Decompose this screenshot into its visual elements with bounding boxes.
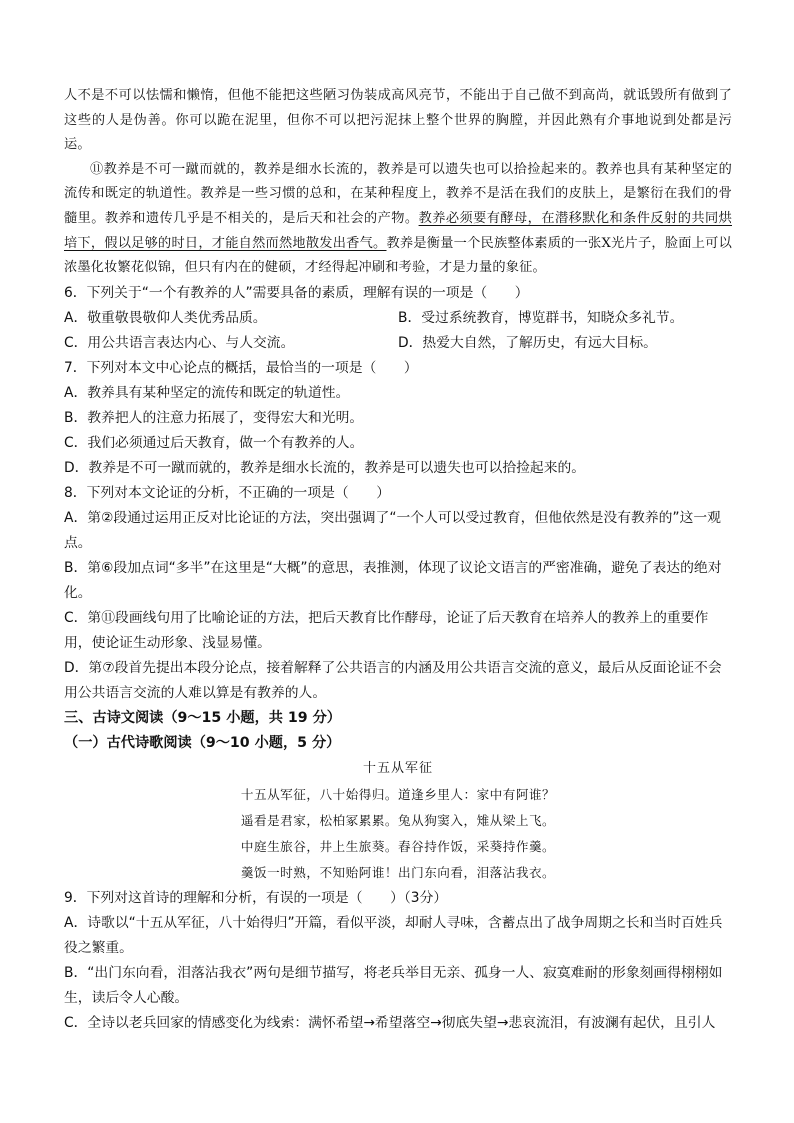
q6-option-d: D．热爱大自然，了解历史，有远大目标。 <box>398 334 657 351</box>
section-3-heading: 三、古诗文阅读（9～15 小题，共 19 分） <box>64 709 341 726</box>
q9-option-b: B．“出门东向看，泪落沾我衣”两句是细节描写，将老兵举目无亲、孤身一人、寂寞难耐的形象刻画得栩栩如生，读后令人心酸。 <box>64 964 723 1006</box>
q6-options-row-2 <box>64 331 732 356</box>
q8-option-c: C．第⑪段画线句用了比喻论证的方法，把后天教育比作酵母，论证了后天教育在培养人的教养上的重要作用，使论证生动形象、浅显易懂。 <box>64 609 709 651</box>
q9-option-c: C．全诗以老兵回家的情感变化为线索：满怀希望→希望落空→彻底失望→悲哀流泪，有波澜有起伏，且引人 <box>64 1014 716 1031</box>
question-9 <box>64 886 732 1036</box>
q7-option-d: D．教养是不可一蹴而就的，教养是细水长流的，教养是可以遗失也可以拾捡起来的。 <box>64 459 586 476</box>
poem-title: 十五从军征 <box>362 760 433 776</box>
poem-line: 遥看是君家，松柏冢累累。兔从狗窦入，雉从梁上飞。 <box>240 812 556 828</box>
poem-line: 中庭生旅谷，井上生旅葵。舂谷持作饭，采葵持作羹。 <box>240 838 556 854</box>
q6-option-a: A．敬重敬畏敬仰人类优秀品质。 <box>64 309 267 326</box>
section-3-subheading: （一）古代诗歌阅读（9～10 小题，5 分） <box>64 734 341 751</box>
q7-stem: 7．下列对本文中心论点的概括，最恰当的一项是（ ） <box>64 359 418 376</box>
p11-text-b: 教养是衡量一个民族整体素质的一张X光片子，脸面上可以浓墨化妆繁花似锦，但只有内在的健硕，才经得起冲刷和考验，才是力量的象征。 <box>64 235 732 276</box>
passage-paragraph-11 <box>64 158 732 281</box>
q8-option-d: D．第⑦段首先提出本段分论点，接着解释了公共语言的内涵及用公共语言交流的意义，最后从反面论证不会用公共语言交流的人难以算是有教养的人。 <box>64 659 722 701</box>
question-7 <box>64 356 732 481</box>
q6-stem: 6．下列关于“一个有教养的人”需要具备的素质，理解有误的一项是（ ） <box>64 284 529 301</box>
question-8 <box>64 481 732 706</box>
poem-line: 羹饭一时熟，不知贻阿谁！出门东向看，泪落沾我衣。 <box>240 864 556 880</box>
q9-option-a: A．诗歌以“十五从军征，八十始得归”开篇，看似平淡，却耐人寻味，含蓄点出了战争周期之长和当时百姓兵役之繁重。 <box>64 914 723 956</box>
passage-paragraph-continued: 人不是不可以怯懦和懒惰，但他不能把这些陋习伪装成高风亮节，不能出于自己做不到高尚，就诋毁所有做到了这些的人是伪善。你可以跪在泥里，但你不可以把污泥抹上整个世界的胸膛，并因此熟有介事地说到处都是污运。 <box>64 88 732 153</box>
q7-option-b: B．教养把人的注意力拓展了，变得宏大和光明。 <box>64 409 364 426</box>
q6-options-row-1 <box>64 306 732 331</box>
exam-page <box>64 84 732 1036</box>
q7-option-c: C．我们必须通过后天教育，做一个有教养的人。 <box>64 434 364 451</box>
q8-option-b: B．第⑥段加点词“多半”在这里是“大概”的意思，表推测，体现了议论文语言的严密准确，避免了表达的绝对化。 <box>64 559 722 601</box>
q8-stem: 8．下列对本文论证的分析，不正确的一项是（ ） <box>64 484 391 501</box>
q6-option-c: C．用公共语言表达内心、与人交流。 <box>64 334 295 351</box>
q9-stem: 9．下列对这首诗的理解和分析，有误的一项是（ ）（3分） <box>64 889 448 906</box>
q7-option-a: A．教养具有某种坚定的流传和既定的轨道性。 <box>64 384 350 401</box>
p11-text-a: ⑪教养是不可一蹴而就的，教养是细水长流的，教养是可以遗失也可以拾捡起来的。教养也具有某种坚定的流传和既定的轨道性。教养是一些习惯的总和，在某种程度上，教养不是活在我们的皮肤上，是繁衍在我们的骨髓里。教养和遗传几乎是不相关的，是后天和社会的产物。 <box>64 161 732 226</box>
p11-underlined-sentence: 教养必须要有酵母，在潜移默化和条件反射的共同烘培下，假以足够的时日，才能自然而然地散发出香气。 <box>64 210 732 251</box>
q6-option-b: B．受过系统教育，博览群书，知晓众多礼节。 <box>398 309 684 326</box>
poem-line: 十五从军征，八十始得归。道逢乡里人：家中有阿谁？ <box>240 786 556 802</box>
question-6 <box>64 281 732 356</box>
poem-block <box>64 756 732 886</box>
q8-option-a: A．第②段通过运用正反对比论证的方法，突出强调了“一个人可以受过教育，但他依然是没有教养的”这一观点。 <box>64 509 721 551</box>
